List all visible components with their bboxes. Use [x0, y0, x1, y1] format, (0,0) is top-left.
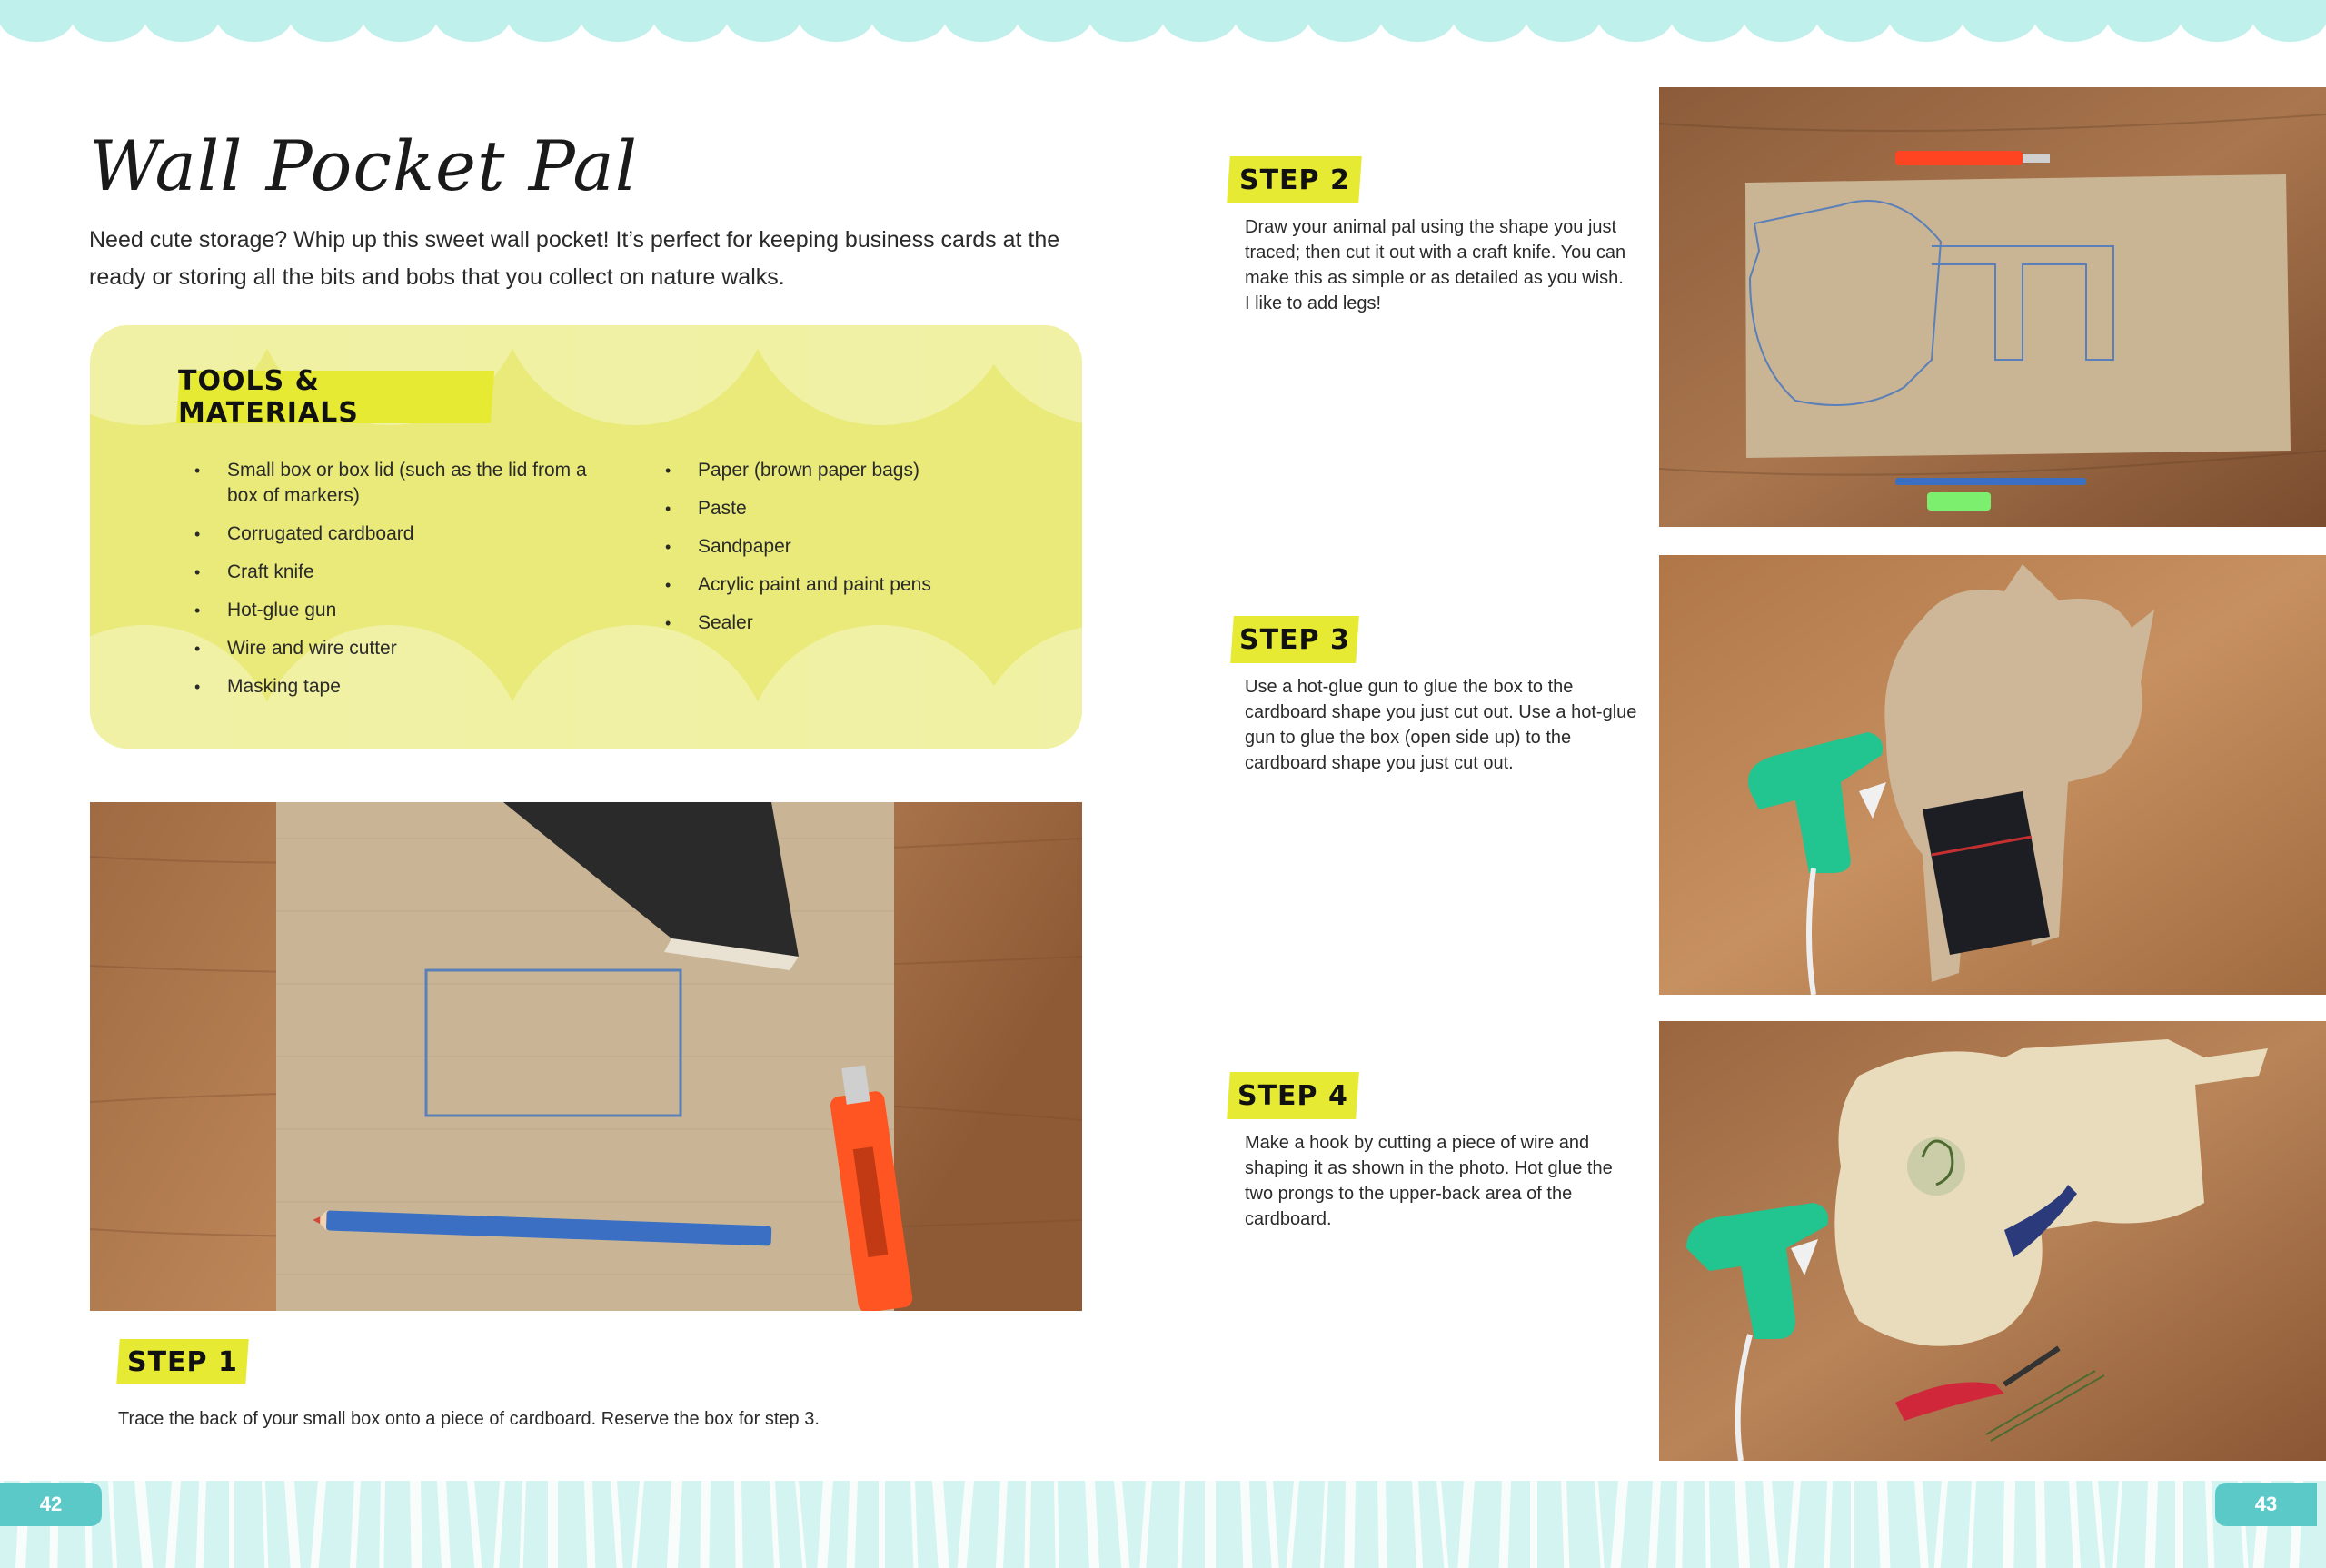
- scallop: [2106, 0, 2182, 42]
- bottom-striped-border: [0, 1481, 2326, 1568]
- scallop: [1525, 0, 1601, 42]
- intro-paragraph: Need cute storage? Whip up this sweet wall pocket! It’s perfect for keeping business cards at the ready or storing all the bits and bobs that you collect on nature walks.: [89, 227, 1060, 290]
- stripe: [700, 1481, 711, 1568]
- stripe: [229, 1481, 234, 1568]
- stripe: [1851, 1481, 1854, 1568]
- stripe: [1344, 1481, 1356, 1568]
- list-item: • Paste: [665, 496, 1047, 521]
- step3-text: Use a hot-glue gun to glue the box to the cardboard shape you just cut out. Use a hot-glue gun to glue the box (open side up) to the cardboard shape you just cut out.: [1245, 677, 1637, 773]
- scallop: [725, 0, 801, 42]
- scallop: [943, 0, 1019, 42]
- stripe: [879, 1481, 885, 1568]
- step4-text: Make a hook by cutting a piece of wire and shaping it as shown in the photo. Hot glue the two prongs to the upper-back area of the cardboard.: [1245, 1133, 1613, 1229]
- stripe: [548, 1481, 558, 1568]
- scallop: [652, 0, 729, 42]
- scallop: [1670, 0, 1746, 42]
- scallop: [1815, 0, 1892, 42]
- scallop: [1307, 0, 1383, 42]
- scallop: [1234, 0, 1310, 42]
- list-item: • Paper (brown paper bags): [665, 458, 1047, 483]
- stripe: [2175, 1481, 2183, 1568]
- step4-photo: [1659, 1021, 2326, 1461]
- list-item: • Sandpaper: [665, 534, 1047, 560]
- scallop: [2179, 0, 2255, 42]
- list-item: • Wire and wire cutter: [194, 636, 612, 661]
- list-item: • Sealer: [665, 610, 1047, 636]
- step1-label: STEP 1: [116, 1339, 248, 1384]
- scallop: [1743, 0, 1819, 42]
- step1-photo: [90, 802, 1082, 1311]
- step4-label: STEP 4: [1227, 1072, 1359, 1119]
- top-scalloped-border: [0, 0, 2326, 73]
- list-item: • Small box or box lid (such as the lid from a box of markers): [194, 458, 612, 509]
- list-item: • Hot-glue gun: [194, 598, 612, 623]
- scallop: [580, 0, 656, 42]
- page-title: Wall Pocket Pal: [89, 125, 639, 206]
- stripe: [2003, 1481, 2015, 1568]
- scallop: [216, 0, 293, 42]
- page-number-left: 42: [0, 1483, 102, 1526]
- stripe: [1377, 1481, 1387, 1568]
- step3-label: STEP 3: [1230, 616, 1359, 663]
- scallop: [1161, 0, 1238, 42]
- scallop: [144, 0, 220, 42]
- scallop: [1597, 0, 1674, 42]
- list-item: • Masking tape: [194, 674, 612, 700]
- tools-materials-label: TOOLS & MATERIALS: [176, 371, 494, 423]
- step2-label: STEP 2: [1227, 156, 1362, 203]
- scallop: [362, 0, 438, 42]
- scallop: [289, 0, 365, 42]
- stripe: [2035, 1481, 2046, 1568]
- materials-list-column-1: [194, 458, 612, 712]
- step2-photo: [1659, 87, 2326, 527]
- scallop: [798, 0, 874, 42]
- scallop: [434, 0, 511, 42]
- scallop: [0, 0, 75, 42]
- scallop: [1379, 0, 1456, 42]
- scallop: [1016, 0, 1092, 42]
- step2-text: Draw your animal pal using the shape you just traced; then cut it out with a craft knife. You can make this as simple or as detailed as you wish. I like to add legs!: [1245, 217, 1626, 313]
- list-item: • Acrylic paint and paint pens: [665, 572, 1047, 598]
- scallop: [1888, 0, 1964, 42]
- stripe: [734, 1481, 743, 1568]
- scallop: [2033, 0, 2110, 42]
- stripe: [1205, 1481, 1216, 1568]
- scallop: [2251, 0, 2326, 42]
- scallop: [71, 0, 147, 42]
- stripe: [410, 1481, 422, 1568]
- scallop: [1088, 0, 1165, 42]
- list-item: • Craft knife: [194, 560, 612, 585]
- stripe: [1530, 1481, 1537, 1568]
- page-number-right: 43: [2215, 1483, 2317, 1526]
- scallop: [1961, 0, 2037, 42]
- list-item: • Corrugated cardboard: [194, 521, 612, 547]
- step3-photo: [1659, 555, 2326, 995]
- materials-list-column-2: [665, 458, 1047, 649]
- scallop: [870, 0, 947, 42]
- scallop: [1452, 0, 1528, 42]
- step1-text: Trace the back of your small box onto a piece of cardboard. Reserve the box for step 3.: [118, 1409, 820, 1429]
- scallop: [507, 0, 583, 42]
